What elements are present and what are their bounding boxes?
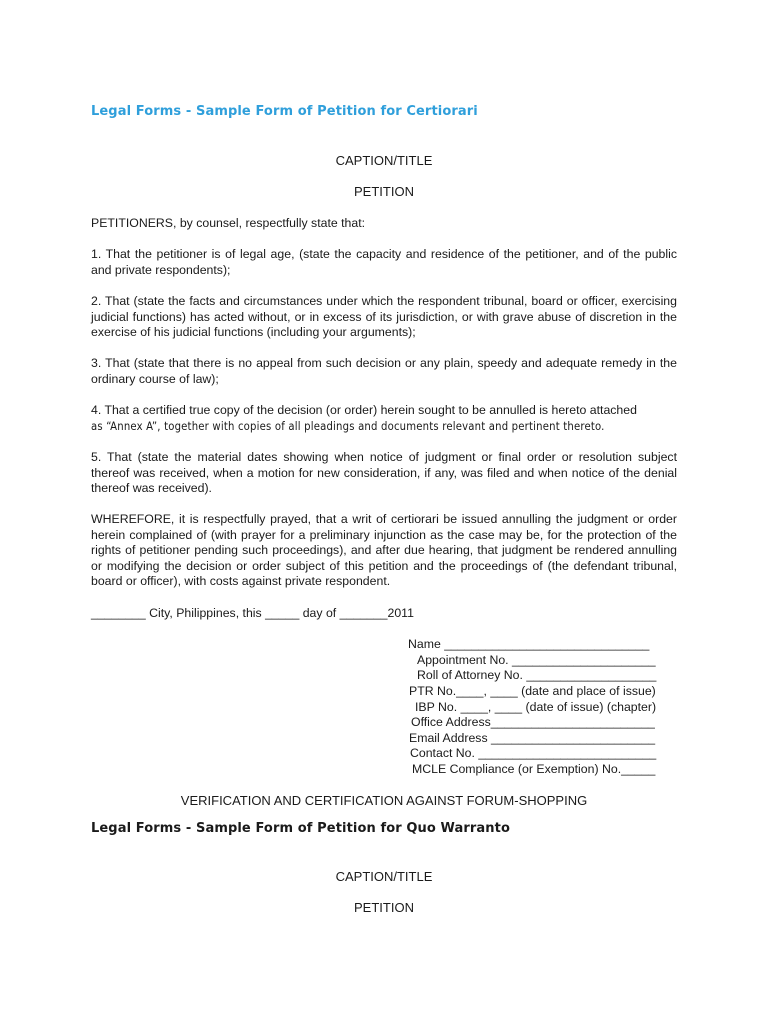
date-line: ________ City, Philippines, this _____ day of _______2011 [91, 606, 414, 620]
paragraph-4 [91, 403, 677, 434]
signature-office: Office Address________________________ [411, 715, 655, 729]
verification-heading: VERIFICATION AND CERTIFICATION AGAINST FORUM-SHOPPING [180, 793, 588, 808]
signature-name: Name ______________________________ [408, 637, 650, 651]
signature-contact: Contact No. __________________________ [410, 746, 657, 760]
signature-roll: Roll of Attorney No. ___________________ [417, 668, 657, 682]
paragraph-4-line-2: as “Annex A”, together with copies of all pleadings and documents relevant and pertinent thereto. [91, 419, 605, 433]
second-caption-title: CAPTION/TITLE [335, 869, 433, 884]
signature-ibp: IBP No. ____, ____ (date of issue) (chapter) [415, 700, 657, 714]
signature-email: Email Address ________________________ [409, 731, 656, 745]
intro-paragraph: PETITIONERS, by counsel, respectfully state that: [91, 216, 366, 230]
signature-ptr: PTR No.____, ____ (date and place of issue) [409, 684, 656, 698]
second-petition-heading: PETITION [354, 900, 414, 915]
wherefore-paragraph: WHEREFORE, it is respectfully prayed, that a writ of certiorari be issued annulling the judgment or order herein complained of (with prayer for a preliminary injunction as the case may be, for the protection of the rights of petitioner pending such proceedings), and after due hearing, that judgment be rendered annulling or modifying the decision or order subject of this petition and the proceedings of (the defendant tribunal, board or officer), with costs against private respondent. [91, 512, 677, 589]
paragraph-3: 3. That (state that there is no appeal from such decision or any plain, speedy and adequate remedy in the ordinary course of law); [91, 356, 677, 386]
paragraph-2: 2. That (state the facts and circumstances under which the respondent tribunal, board or officer, exercising judicial functions) has acted without, or in excess of its jurisdiction, or with grave abuse of discretion in the exercise of his judicial functions (including your arguments); [91, 294, 677, 340]
signature-appointment: Appointment No. _____________________ [417, 653, 656, 667]
document-title: Legal Forms - Sample Form of Petition for Certiorari [91, 104, 478, 119]
paragraph-1: 1. That the petitioner is of legal age, (state the capacity and residence of the petitioner, and of the public and private respondents); [91, 247, 677, 277]
paragraph-4-line-1: 4. That a certified true copy of the decision (or order) herein sought to be annulled is hereto attached [91, 403, 637, 417]
petition-heading: PETITION [354, 184, 414, 199]
second-document-title: Legal Forms - Sample Form of Petition for Quo Warranto [91, 821, 510, 836]
signature-mcle: MCLE Compliance (or Exemption) No._____ [412, 762, 656, 776]
caption-title: CAPTION/TITLE [335, 153, 433, 168]
paragraph-5: 5. That (state the material dates showing when notice of judgment or final order or resolution subject thereof was received, when a motion for new consideration, if any, was filed and when notice of the denial thereof was received). [91, 450, 677, 496]
